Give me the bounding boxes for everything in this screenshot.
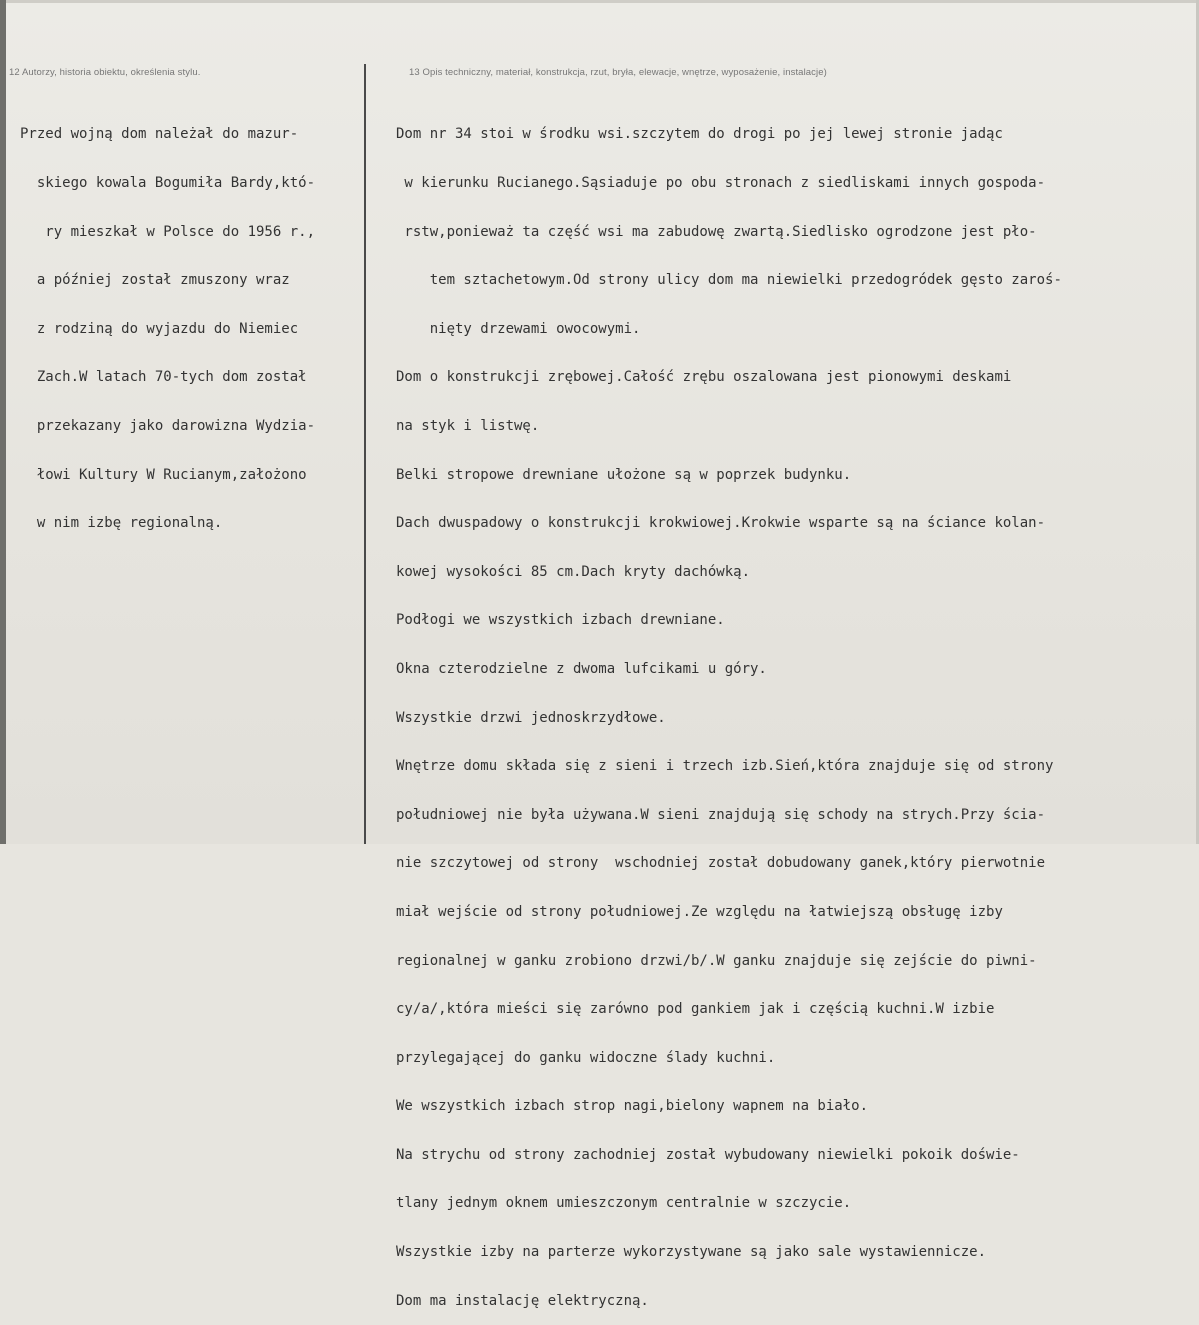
description-line: tlany jednym oknem umieszczonym centralnie w szczycie. (396, 1195, 852, 1212)
description-line: południowej nie była używana.W sieni znajdują się schody na strych.Przy ścia- (396, 806, 1046, 823)
description-line: na styk i listwę. (396, 417, 540, 434)
history-line: a później został zmuszony wraz (20, 272, 290, 289)
section-header-technical: 13 Opis techniczny, materiał, konstrukcja, rzut, bryła, elewacje, wnętrze, wyposażenie, instalacje) (409, 67, 827, 78)
history-line: ry mieszkał w Polsce do 1956 r., (20, 223, 316, 240)
description-line: kowej wysokości 85 cm.Dach kryty dachówką. (396, 563, 751, 580)
description-line: miał wejście od strony południowej.Ze względu na łatwiejszą obsługę izby (396, 903, 1003, 920)
description-line: tem sztachetowym.Od strony ulicy dom ma niewielki przedogródek gęsto zaroś- (396, 272, 1062, 289)
description-line: nie szczytowej od strony wschodniej został dobudowany ganek,który pierwotnie (396, 855, 1046, 872)
description-line: Dom nr 34 stoi w środku wsi.szczytem do drogi po jej lewej stronie jadąc (396, 126, 1003, 143)
history-text (20, 94, 360, 548)
section-header-history: 12 Autorzy, historia obiektu, określenia stylu. (9, 67, 201, 78)
paper-edge-top (0, 0, 1199, 3)
description-line: Wszystkie drzwi jednoskrzydłowe. (396, 709, 666, 726)
history-line: w nim izbę regionalną. (20, 515, 223, 532)
description-line: Okna czterodzielne z dwoma lufcikami u góry. (396, 660, 767, 677)
history-line: Zach.W latach 70-tych dom został (20, 369, 307, 386)
description-line: regionalnej w ganku zrobiono drzwi/b/.W ganku znajduje się zejście do piwni- (396, 952, 1037, 969)
description-line: Wszystkie izby na parterze wykorzystywane są jako sale wystawiennicze. (396, 1244, 987, 1261)
column-divider (364, 64, 366, 844)
description-line: Dach dwuspadowy o konstrukcji krokwiowej.Krokwie wsparte są na ściance kolan- (396, 515, 1046, 532)
description-line: Belki stropowe drewniane ułożone są w poprzek budynku. (396, 466, 852, 483)
description-line: Na strychu od strony zachodniej został wybudowany niewielki pokoik doświe- (396, 1146, 1020, 1163)
description-line: rstw,ponieważ ta część wsi ma zabudowę zwartą.Siedlisko ogrodzone jest pło- (396, 223, 1037, 240)
history-line: przekazany jako darowizna Wydzia- (20, 417, 316, 434)
history-line: skiego kowala Bogumiła Bardy,któ- (20, 175, 316, 191)
description-line: w kierunku Rucianego.Sąsiaduje po obu stronach z siedliskami innych gospoda- (396, 175, 1046, 191)
description-line: Dom ma instalację elektryczną. (396, 1292, 649, 1309)
history-line: z rodziną do wyjazdu do Niemiec (20, 320, 299, 337)
description-line: Podłogi we wszystkich izbach drewniane. (396, 612, 725, 629)
description-line: cy/a/,która mieści się zarówno pod gankiem jak i częścią kuchni.W izbie (396, 1001, 995, 1018)
history-line: Przed wojną dom należał do mazur- (20, 126, 299, 143)
history-line: łowi Kultury W Rucianym,założono (20, 466, 307, 483)
paper-edge-left (0, 0, 6, 844)
technical-description-text (396, 94, 1196, 1325)
description-line: Dom o konstrukcji zrębowej.Całość zrębu oszalowana jest pionowymi deskami (396, 369, 1012, 386)
description-line: nięty drzewami owocowymi. (396, 320, 641, 337)
description-line: przylegającej do ganku widoczne ślady kuchni. (396, 1049, 776, 1066)
description-line: Wnętrze domu składa się z sieni i trzech izb.Sień,która znajduje się od strony (396, 758, 1054, 775)
description-line: We wszystkich izbach strop nagi,bielony wapnem na biało. (396, 1098, 869, 1115)
